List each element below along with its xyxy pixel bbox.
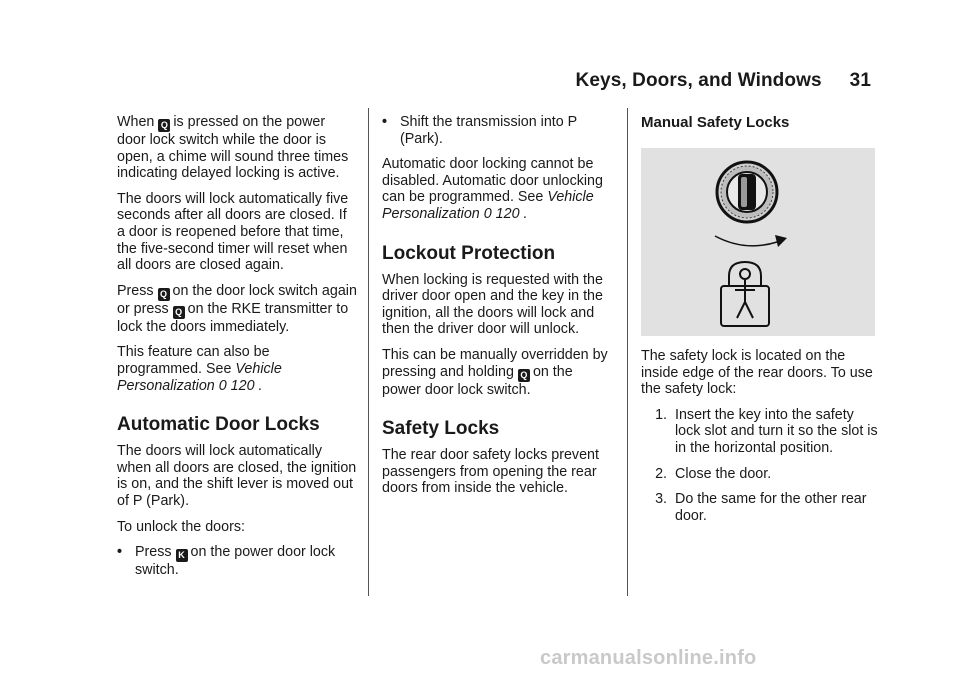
lock-icon: Q [173,306,185,319]
override-paragraph: This can be manually overridden by pressing and holding Q on the power door lock switch. [382,346,608,398]
unlock-icon: K [176,549,188,562]
bullet-item: • Press K on the power door lock switch. [117,544,336,579]
lock-icon: Q [158,288,170,301]
bullet-marker: • [117,544,123,561]
bullet-item: • Shift the transmission into P (Park). [382,114,577,147]
step-item [641,407,879,457]
column-3 [641,114,879,533]
auto-lock-paragraph: The doors will lock automatically five seconds after all doors are closed. If a door is reopened before that time, the five-second timer will reset when all doors are closed again. [117,190,349,274]
page-header [0,70,871,92]
programmed-paragraph: This feature can also be programmed. See Vehicle Personalization 0 120 . [117,344,282,394]
page-reference[interactable]: 0 120 . [218,377,263,394]
press-lock-paragraph: Press Q on the door lock switch again or press Q on the RKE transmitter to lock the doors immediately. [117,282,357,335]
unlock-intro: To unlock the doors: [117,518,245,535]
bullet-marker: • [382,114,388,130]
column-divider-1 [368,108,369,596]
child-lock-icon [721,262,769,326]
step-item [641,491,879,524]
lock-knob-icon [717,162,777,222]
lock-icon: Q [518,369,530,382]
step-number: 1. [655,406,667,423]
step-text: Do the same for the other rear door. [675,491,867,524]
step-item [641,466,879,483]
step-number: 2. [655,465,667,482]
step-text: Close the door. [675,465,772,482]
step-text: Insert the key into the safety lock slot and turn it so the slot is in the horizontal position. [675,406,878,456]
column-2 [382,114,614,506]
vehicle-personalization-link[interactable]: Vehicle Personalization [117,360,282,394]
manual-safety-locks-heading: Manual Safety Locks [641,114,790,131]
lockout-protection-heading: Lockout Protection [382,242,556,264]
lock-icon: Q [158,119,170,132]
safety-lock-location: The safety lock is located on the inside edge of the rear doors. To use the safety lock: [641,348,873,398]
page-reference[interactable]: 0 120 . [483,205,528,222]
column-divider-2 [627,108,628,596]
automatic-door-locks-heading: Automatic Door Locks [117,414,320,436]
auto-door-locks-paragraph: The doors will lock automatically when all doors are closed, the ignition is on, and the shift lever is moved out of P (Park). [117,443,357,509]
safety-lock-diagram [641,148,875,336]
safety-locks-paragraph: The rear door safety locks prevent passengers from opening the rear doors from inside the vehicle. [382,447,599,497]
delayed-locking-paragraph: When Q is pressed on the power door lock switch while the door is open, a chime will sound three times indicating delayed locking is active. [117,114,349,182]
auto-unlock-paragraph: Automatic door locking cannot be disabled. Automatic door unlocking can be programmed. See Vehicle Personalization 0 120 . [382,156,603,222]
section-title: Keys, Doors, and Windows [575,70,822,91]
watermark: carmanualsonline.info [540,647,757,669]
column-1 [117,114,357,588]
page-number: 31 [849,70,871,91]
step-number: 3. [655,491,667,508]
vehicle-personalization-link[interactable]: Vehicle Personalization [382,189,594,222]
lockout-paragraph: When locking is requested with the driver door open and the key in the ignition, all the doors will lock and then the driver door will unlock. [382,271,603,338]
safety-locks-heading: Safety Locks [382,418,500,440]
rotation-arrow-icon [715,235,787,247]
safety-lock-illustration [641,148,875,336]
